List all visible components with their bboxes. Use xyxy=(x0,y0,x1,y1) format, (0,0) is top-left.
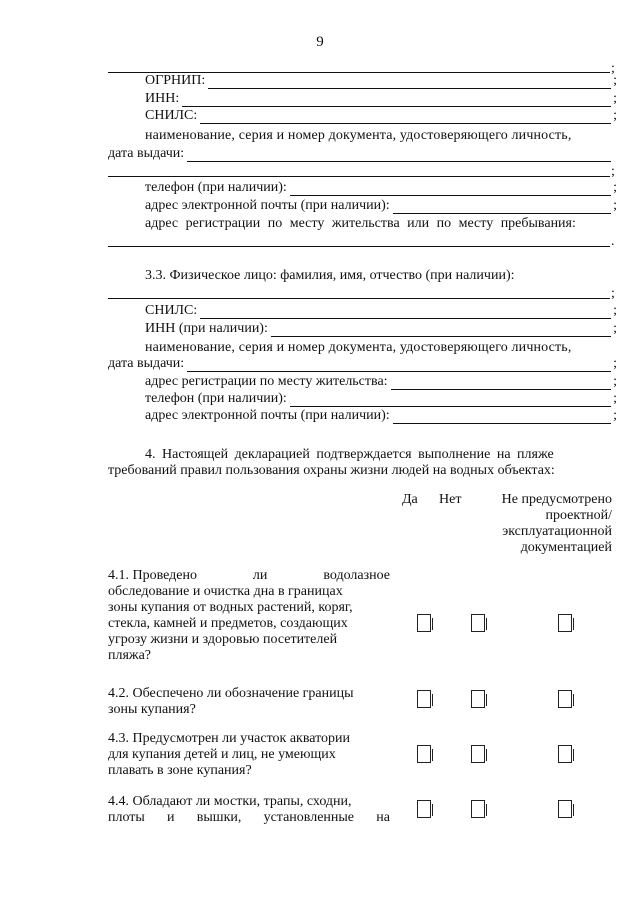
semicolon: ; xyxy=(613,180,617,195)
section-3-3-heading: 3.3. Физическое лицо: фамилия, имя, отчество (при наличии): xyxy=(145,268,515,283)
question-line: плавать в зоне купания? xyxy=(108,763,252,778)
fio-input-line[interactable] xyxy=(108,298,610,299)
question-4-1 xyxy=(108,568,390,664)
question-line: 4.3. Предусмотрен ли участок акватории xyxy=(108,731,351,746)
address-input-line[interactable] xyxy=(108,246,610,247)
semicolon: ; xyxy=(611,164,615,179)
semicolon: ; xyxy=(613,108,617,123)
issue-date-field[interactable] xyxy=(108,146,617,162)
q4-4-not-provided-checkbox[interactable] xyxy=(558,800,572,818)
phone-label: телефон (при наличии): xyxy=(145,391,287,406)
semicolon: ; xyxy=(613,91,617,106)
issue-date-field-3-3[interactable] xyxy=(108,356,617,372)
inn-label: ИНН (при наличии): xyxy=(145,321,268,336)
issue-date-input-line[interactable] xyxy=(187,149,611,162)
question-line: 4.2. Обеспечено ли обозначение границы xyxy=(108,686,354,701)
semicolon: ; xyxy=(613,374,617,389)
phone-label: телефон (при наличии): xyxy=(145,180,287,195)
semicolon: ; xyxy=(611,286,615,301)
semicolon: ; xyxy=(613,408,617,423)
column-not-provided-line-4: документацией xyxy=(520,540,612,555)
question-line: обследование и очистка дна в границах xyxy=(108,584,343,599)
ogrnip-field[interactable] xyxy=(145,73,617,89)
email-field-3-3[interactable] xyxy=(145,408,617,424)
question-word: на xyxy=(376,810,390,825)
q4-2-no-checkbox[interactable] xyxy=(471,690,485,708)
q4-1-not-provided-checkbox[interactable] xyxy=(558,614,572,632)
question-word: вышки, xyxy=(196,810,242,825)
question-word: плоты xyxy=(108,810,145,825)
issue-date-label: дата выдачи: xyxy=(108,146,185,161)
inn-label: ИНН: xyxy=(145,91,180,106)
email-input-line[interactable] xyxy=(393,201,611,214)
q4-2-yes-checkbox[interactable] xyxy=(417,690,431,708)
issue-date-input-line[interactable] xyxy=(187,359,611,372)
snils-input-line[interactable] xyxy=(200,306,611,319)
reg-address-label: адрес регистрации по месту жительства: xyxy=(145,374,388,389)
question-word: водолазное xyxy=(323,568,390,583)
email-field[interactable] xyxy=(145,198,617,214)
semicolon: ; xyxy=(613,198,617,213)
q4-4-no-checkbox[interactable] xyxy=(471,800,485,818)
ogrnip-input-line[interactable] xyxy=(208,76,611,89)
q4-3-not-provided-checkbox[interactable] xyxy=(558,745,572,763)
inn-field-3-3[interactable] xyxy=(145,321,617,337)
column-yes: Да xyxy=(402,492,418,507)
column-not-provided-line-3: эксплуатационной xyxy=(502,524,612,539)
column-no: Нет xyxy=(439,492,462,507)
question-4-2 xyxy=(108,686,390,718)
address-label: адрес регистрации по месту жительства или по месту пребывания: xyxy=(145,216,576,231)
email-input-line[interactable] xyxy=(393,411,611,424)
question-line: зоны купания? xyxy=(108,702,196,717)
inn-input-line[interactable] xyxy=(271,324,611,337)
inn-field[interactable] xyxy=(145,91,617,107)
question-line: зоны купания от водных растений, коряг, xyxy=(108,600,353,615)
semicolon: ; xyxy=(613,391,617,406)
question-4-4 xyxy=(108,794,390,826)
question-line xyxy=(108,810,390,826)
q4-3-no-checkbox[interactable] xyxy=(471,745,485,763)
phone-input-line[interactable] xyxy=(290,394,611,407)
inn-input-line[interactable] xyxy=(182,94,611,107)
snils-label: СНИЛС: xyxy=(145,303,198,318)
q4-4-yes-checkbox[interactable] xyxy=(417,800,431,818)
column-not-provided xyxy=(482,492,612,556)
issue-date-continuation-line[interactable] xyxy=(108,176,610,177)
email-label: адрес электронной почты (при наличии): xyxy=(145,408,390,423)
question-line: пляжа? xyxy=(108,648,152,663)
reg-address-field-3-3[interactable] xyxy=(145,374,617,390)
question-word: 4.1. Проведено xyxy=(108,568,197,583)
email-label: адрес электронной почты (при наличии): xyxy=(145,198,390,213)
question-4-3 xyxy=(108,731,390,779)
column-not-provided-line-1: Не предусмотрено xyxy=(501,492,612,507)
q4-1-yes-checkbox[interactable] xyxy=(417,614,431,632)
snils-label: СНИЛС: xyxy=(145,108,198,123)
question-word: ли xyxy=(252,568,268,583)
q4-1-no-checkbox[interactable] xyxy=(471,614,485,632)
issue-date-label: дата выдачи: xyxy=(108,356,185,371)
semicolon: ; xyxy=(611,61,615,76)
section-4-intro-line-1: 4. Настоящей декларацией подтверждается выполнение на пляже xyxy=(145,447,554,462)
page-number: 9 xyxy=(316,34,324,50)
question-line: 4.4. Обладают ли мостки, трапы, сходни, xyxy=(108,794,352,809)
identity-doc-label-3-3: наименование, серия и номер документа, удостоверяющего личность, xyxy=(145,340,572,355)
semicolon: ; xyxy=(613,321,617,336)
reg-address-input-line[interactable] xyxy=(391,377,611,390)
semicolon: ; xyxy=(613,356,617,371)
semicolon: ; xyxy=(613,73,617,88)
q4-2-not-provided-checkbox[interactable] xyxy=(558,690,572,708)
question-line: угрозу жизни и здоровью посетителей xyxy=(108,632,338,647)
question-line xyxy=(108,568,390,584)
q4-3-yes-checkbox[interactable] xyxy=(417,745,431,763)
question-line: для купания детей и лиц, не умеющих xyxy=(108,747,336,762)
ogrnip-label: ОГРНИП: xyxy=(145,73,206,88)
snils-field-3-3[interactable] xyxy=(145,303,617,319)
phone-field-3-3[interactable] xyxy=(145,391,617,407)
snils-field[interactable] xyxy=(145,108,617,124)
identity-doc-label: наименование, серия и номер документа, удостоверяющего личность, xyxy=(145,128,572,143)
section-4-intro-line-2: требований правил пользования охраны жизни людей на водных объектах: xyxy=(108,463,555,478)
question-word: установленные xyxy=(263,810,355,825)
phone-input-line[interactable] xyxy=(290,183,611,196)
semicolon: ; xyxy=(613,303,617,318)
snils-input-line[interactable] xyxy=(200,111,611,124)
phone-field[interactable] xyxy=(145,180,617,196)
question-word: и xyxy=(167,810,175,825)
question-line: стекла, камней и предметов, создающих xyxy=(108,616,348,631)
period: . xyxy=(611,234,615,249)
column-not-provided-line-2: проектной/ xyxy=(545,508,612,523)
